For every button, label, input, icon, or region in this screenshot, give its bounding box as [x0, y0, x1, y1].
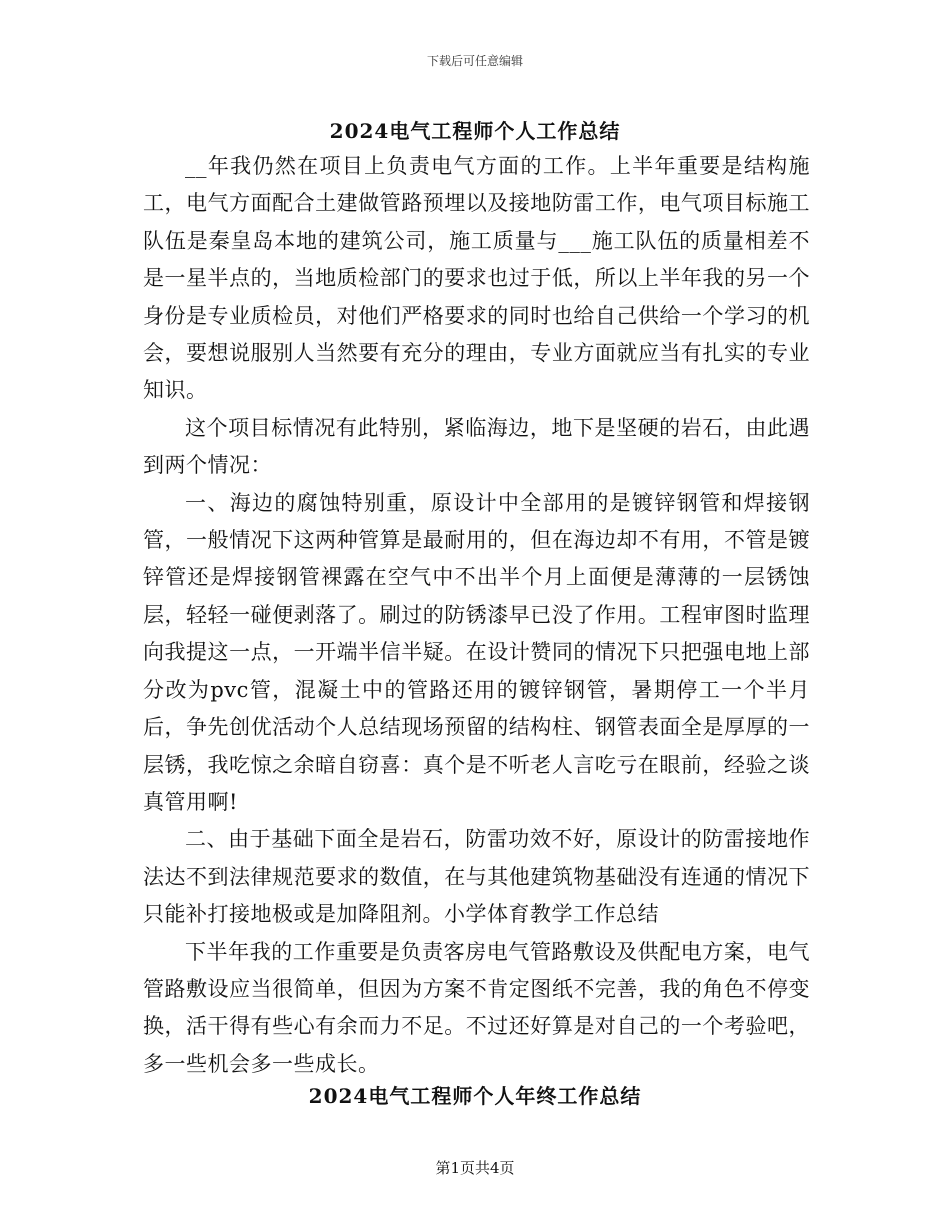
- paragraph: 一、海边的腐蚀特别重，原设计中全部用的是镀锌钢管和焊接钢管，一般情况下这两种管算是最耐用的，但在海边却不有用，不管是镀锌管还是焊接钢管裸露在空气中不出半个月上面便是薄薄的一层锈蚀层，轻轻一碰便剥落了。刷过的防锈漆早已没了作用。工程审图时监理向我提这一点，一开端半信半疑。在设计赞同的情况下只把强电地上部分改为pvc管，混凝土中的管路还用的镀锌钢管，暑期停工一个半月后，争先创优活动个人总结现场预留的结构柱、钢管表面全是厚厚的一层锈，我吃惊之余暗自窃喜：真个是不听老人言吃亏在眼前，经验之谈真管用啊!: [143, 490, 810, 814]
- paragraph: 下半年我的工作重要是负责客房电气管路敷设及供配电方案，电气管路敷设应当很简单，但因为方案不肯定图纸不完善，我的角色不停变换，活干得有些心有余而力不足。不过还好算是对自己的一个考验吧，多一些机会多一些成长。: [143, 939, 810, 1076]
- document-title: 2024电气工程师个人工作总结: [329, 119, 621, 143]
- paragraph: 二、由于基础下面全是岩石，防雷功效不好，原设计的防雷接地作法达不到法律规范要求的数值，在与其他建筑物基础没有连通的情况下只能补打接地极或是加降阻剂。小学体育教学工作总结: [143, 827, 810, 927]
- paragraph: __年我仍然在项目上负责电气方面的工作。上半年重要是结构施工，电气方面配合土建做管路预埋以及接地防雷工作，电气项目标施工队伍是秦皇岛本地的建筑公司，施工质量与___施工队伍的质量相差不是一星半点的，当地质检部门的要求也过于低，所以上半年我的另一个身份是专业质检员，对他们严格要求的同时也给自己供给一个学习的机会，要想说服别人当然要有充分的理由，专业方面就应当有扎实的专业知识。: [143, 154, 810, 403]
- next-section-title: 2024电气工程师个人年终工作总结: [308, 1084, 642, 1108]
- document-body: [143, 148, 810, 1083]
- page-number-footer: 第1页共4页: [435, 1159, 515, 1177]
- paragraph: 这个项目标情况有此特别，紧临海边，地下是坚硬的岩石，由此遇到两个情况：: [143, 415, 810, 478]
- page-header-note: 下载后可任意编辑: [426, 54, 523, 68]
